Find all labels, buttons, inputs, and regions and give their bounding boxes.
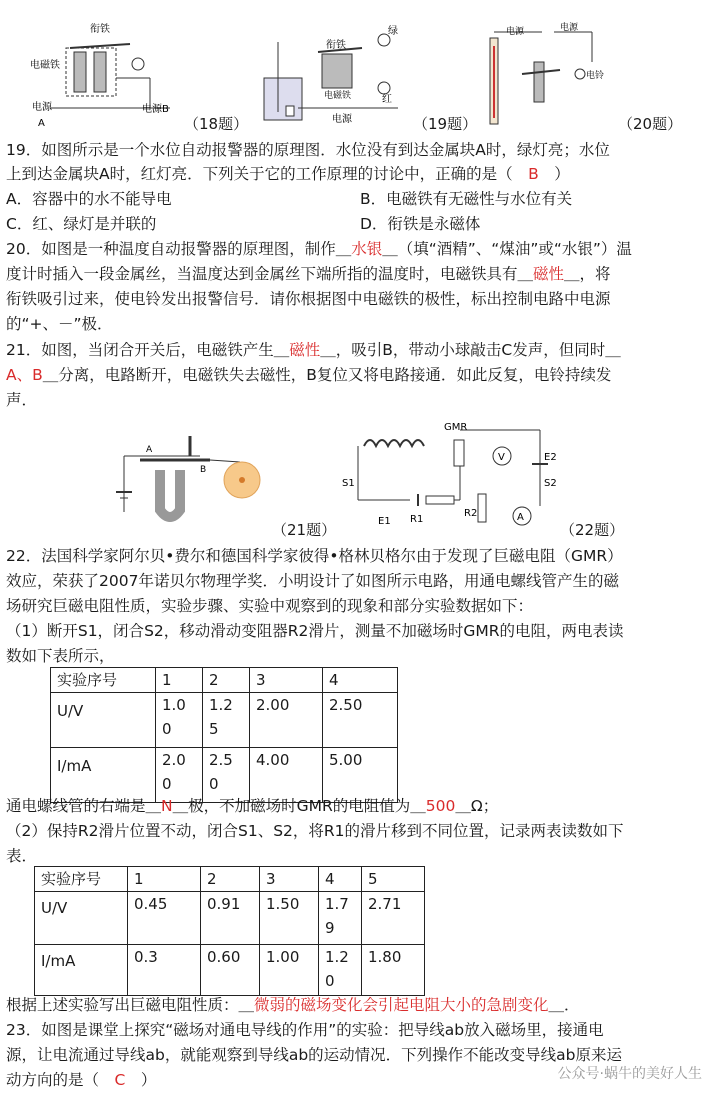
q22-answer-resistance: 500 bbox=[425, 797, 456, 815]
q23-line-2: 源，让电流通过导线ab，就能观察到导线ab的运动情况．下列操作不能改变导线ab原来运 bbox=[6, 1046, 623, 1064]
table-row: 实验序号 1 2 3 4 5 bbox=[35, 867, 425, 892]
svg-text:衔铁: 衔铁 bbox=[90, 24, 110, 35]
table-row: I/mA 2.0 0 2.5 0 4.00 5.00 bbox=[51, 748, 398, 803]
q19-option-d: D．衔铁是永磁体 bbox=[360, 215, 481, 233]
q22-answer-pole: N bbox=[161, 797, 173, 815]
q21-answer-1: 磁性 bbox=[289, 341, 321, 359]
q22-line-8: 表． bbox=[6, 847, 38, 865]
q20-line-1: 20．如图是一种温度自动报警器的原理图，制作＿水银＿（填“酒精”、“煤油”或“水银”）温 bbox=[6, 240, 632, 258]
figure-18-caption: （18题） bbox=[184, 115, 249, 133]
svg-text:A: A bbox=[38, 118, 45, 128]
svg-text:电源: 电源 bbox=[560, 23, 579, 33]
svg-text:V: V bbox=[498, 452, 505, 463]
q19-option-b: B．电磁铁有无磁性与水位有关 bbox=[360, 190, 573, 208]
svg-text:A: A bbox=[146, 445, 153, 455]
svg-text:红: 红 bbox=[382, 94, 392, 105]
svg-text:衔铁: 衔铁 bbox=[326, 40, 346, 51]
figure-22-caption: （22题） bbox=[560, 521, 625, 539]
q22-line-4: （1）断开S1，闭合S2，移动滑动变阻器R2滑片，测量不加磁场时GMR的电阻，两电表读 bbox=[6, 622, 624, 640]
svg-text:S1: S1 bbox=[342, 478, 355, 489]
q23-answer: C bbox=[114, 1071, 126, 1089]
q20-answer-2: 磁性 bbox=[533, 265, 565, 283]
q21-line-3: 声． bbox=[6, 391, 38, 409]
q23-line-1: 23．如图是课堂上探究“磁场对通电导线的作用”的实验：把导线ab放入磁场里，接通电 bbox=[6, 1021, 604, 1039]
q21-line-1: 21．如图，当闭合开关后，电磁铁产生＿磁性＿，吸引B，带动小球敲击C发声，但同时＿ bbox=[6, 341, 621, 359]
svg-text:电源: 电源 bbox=[506, 27, 525, 37]
watermark: 公众号·蜗牛的美好人生 bbox=[557, 1066, 702, 1082]
q20-line-4: 的“+、－”极． bbox=[6, 315, 113, 333]
q19-answer: B bbox=[528, 165, 539, 183]
figure-18-circuit bbox=[30, 18, 180, 128]
q20-line-3: 衔铁吸引过来，使电铃发出报警信号．请你根据图中电磁铁的极性，标出控制电路中电源 bbox=[6, 290, 611, 308]
svg-text:E1: E1 bbox=[378, 516, 391, 527]
q21-answer-2: A、B bbox=[6, 366, 43, 384]
table-row: I/mA 0.3 0.60 1.00 1.2 0 1.80 bbox=[35, 945, 425, 996]
q20-line-2: 度计时插入一段金属丝，当温度达到金属丝下端所指的温度时，电磁铁具有＿磁性＿，将 bbox=[6, 265, 611, 283]
figure-21-caption: （21题） bbox=[272, 521, 337, 539]
q20-answer-1: 水银 bbox=[351, 240, 383, 258]
q22-table-1 bbox=[50, 667, 398, 803]
q22-line-9: 根据上述实验写出巨磁电阻性质：＿微弱的磁场变化会引起电阻大小的急剧变化＿． bbox=[6, 996, 580, 1014]
svg-text:绿: 绿 bbox=[388, 26, 398, 37]
figure-20-circuit bbox=[482, 22, 612, 126]
svg-text:电源: 电源 bbox=[332, 114, 352, 125]
q22-line-2: 效应，荣获了2007年诺贝尔物理学奖．小明设计了如图所示电路，用通电螺线管产生的磁 bbox=[6, 572, 619, 590]
q19-stem-line-1: 19．如图所示是一个水位自动报警器的原理图．水位没有到达金属块A时，绿灯亮；水位 bbox=[6, 141, 610, 159]
q19-option-c: C．红、绿灯是并联的 bbox=[6, 215, 157, 233]
svg-text:电磁铁: 电磁铁 bbox=[30, 60, 60, 71]
table-row: 实验序号 1 2 3 4 bbox=[51, 668, 398, 693]
svg-text:电源B: 电源B bbox=[142, 104, 169, 115]
q19-option-a: A．容器中的水不能导电 bbox=[6, 190, 172, 208]
svg-text:电铃: 电铃 bbox=[586, 71, 605, 81]
q22-line-3: 场研究巨磁电阻性质，实验步骤、实验中观察到的现象和部分实验数据如下： bbox=[6, 597, 534, 615]
q23-line-3: 动方向的是（ C ） bbox=[6, 1071, 157, 1089]
q22-line-1: 22．法国科学家阿尔贝•费尔和德国科学家彼得•格林贝格尔由于发现了巨磁电阻（GMR） bbox=[6, 547, 623, 565]
q19-stem-line-2: 上到达金属块A时，红灯亮．下列关于它的工作原理的讨论中，正确的是（ B ） bbox=[6, 165, 570, 183]
svg-text:GMR: GMR bbox=[444, 422, 468, 433]
svg-text:E2: E2 bbox=[544, 452, 557, 463]
figure-22-gmr-circuit bbox=[340, 420, 560, 536]
q22-table-2 bbox=[34, 866, 425, 996]
svg-text:S2: S2 bbox=[544, 478, 557, 489]
svg-text:R2: R2 bbox=[464, 508, 478, 519]
svg-text:电磁铁: 电磁铁 bbox=[324, 91, 352, 101]
q22-line-5: 数如下表所示， bbox=[6, 647, 115, 665]
figure-21-electric-bell bbox=[100, 422, 280, 532]
q22-answer-property: 微弱的磁场变化会引起电阻大小的急剧变化 bbox=[254, 996, 549, 1014]
svg-text:电源: 电源 bbox=[32, 102, 52, 113]
table-row: U/V 1.0 0 1.2 5 2.00 2.50 bbox=[51, 693, 398, 748]
table-row: U/V 0.45 0.91 1.50 1.7 9 2.71 bbox=[35, 892, 425, 945]
svg-text:B: B bbox=[200, 465, 207, 475]
figure-19-circuit bbox=[258, 22, 408, 126]
svg-text:R1: R1 bbox=[410, 514, 424, 525]
q21-line-2: A、B＿分离，电路断开，电磁铁失去磁性，B复位又将电路接通．如此反复，电铃持续发 bbox=[6, 366, 612, 384]
svg-text:A: A bbox=[517, 512, 524, 523]
q22-line-7: （2）保持R2滑片位置不动，闭合S1、S2，将R1的滑片移到不同位置，记录两表读数如下 bbox=[6, 822, 624, 840]
figure-19-caption: （19题） bbox=[413, 115, 478, 133]
figure-20-caption: （20题） bbox=[618, 115, 683, 133]
q22-line-6: 通电螺线管的右端是＿N＿极，不加磁场时GMR的电阻值为＿500＿Ω； bbox=[6, 797, 499, 815]
